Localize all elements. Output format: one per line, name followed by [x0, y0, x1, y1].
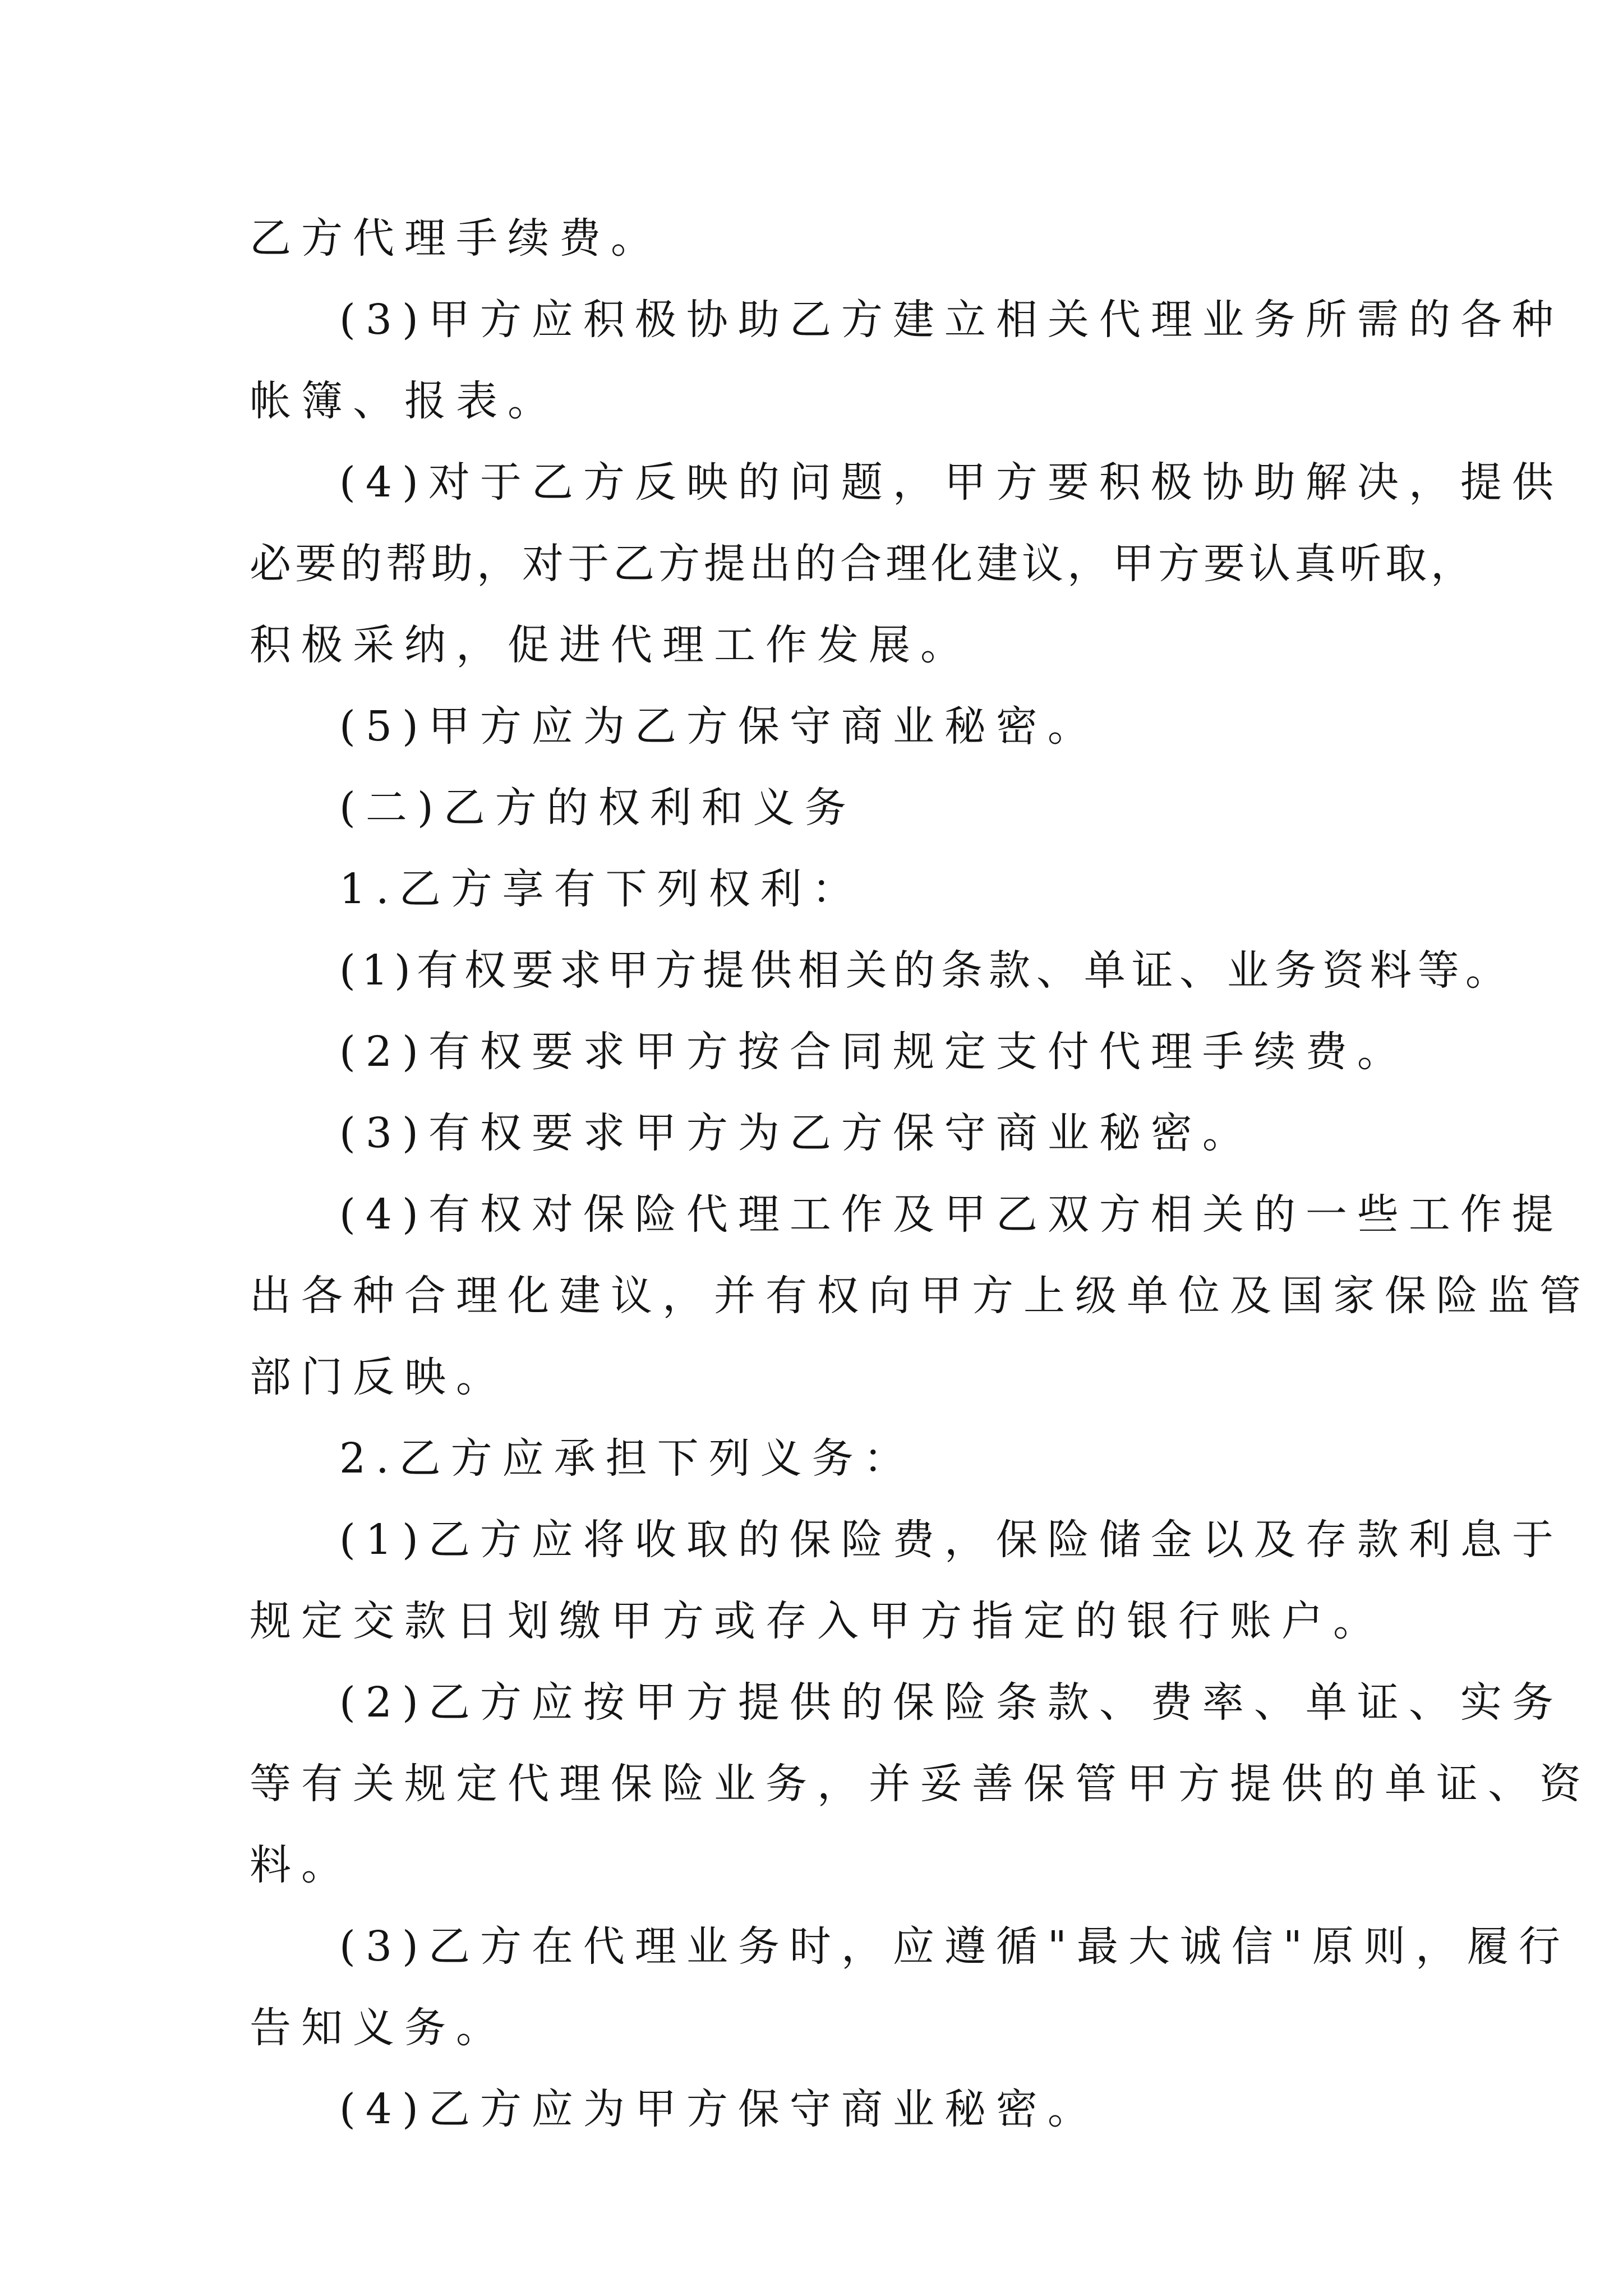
text-line: (4)有权对保险代理工作及甲乙双方相关的一些工作提 [339, 1190, 1564, 1239]
text-line: (5)甲方应为乙方保守商业秘密。 [339, 702, 1099, 751]
text-line: (3)有权要求甲方为乙方保守商业秘密。 [339, 1109, 1254, 1157]
text-line: 告知义务。 [250, 2004, 508, 2052]
text-line: 乙方代理手续费。 [250, 214, 662, 263]
text-line: 部门反映。 [250, 1353, 508, 1401]
text-line: (3)乙方在代理业务时，应遵循"最大诚信"原则，履行 [339, 1922, 1570, 1971]
text-line: (1)乙方应将收取的保险费，保险储金以及存款利息于 [339, 1516, 1564, 1564]
text-line: (2)乙方应按甲方提供的保险条款、费率、单证、实务 [339, 1678, 1564, 1727]
text-line: (2)有权要求甲方按合同规定支付代理手续费。 [339, 1028, 1409, 1076]
text-line: (4)乙方应为甲方保守商业秘密。 [339, 2085, 1099, 2133]
text-line: 料。 [250, 1841, 353, 1889]
text-line: (3)甲方应积极协助乙方建立相关代理业务所需的各种 [339, 296, 1564, 344]
text-line: 帐簿、报表。 [250, 377, 559, 425]
text-line: (4)对于乙方反映的问题，甲方要积极协助解决，提供 [339, 458, 1564, 507]
text-line: 1.乙方享有下列权利： [339, 865, 864, 913]
text-line: 出各种合理化建议，并有权向甲方上级单位及国家保险监管 [250, 1272, 1591, 1320]
text-line: 2.乙方应承担下列义务： [339, 1434, 915, 1483]
text-line: 积极采纳，促进代理工作发展。 [250, 621, 972, 669]
text-line: 必要的帮助，对于乙方提出的合理化建议，甲方要认真听取， [250, 540, 1476, 588]
text-line: 等有关规定代理保险业务，并妥善保管甲方提供的单证、资 [250, 1760, 1591, 1808]
text-line: (二)乙方的权利和义务 [339, 784, 856, 832]
text-line: 规定交款日划缴甲方或存入甲方指定的银行账户。 [250, 1597, 1385, 1645]
text-line: (1)有权要求甲方提供相关的条款、单证、业务资料等。 [339, 946, 1513, 995]
